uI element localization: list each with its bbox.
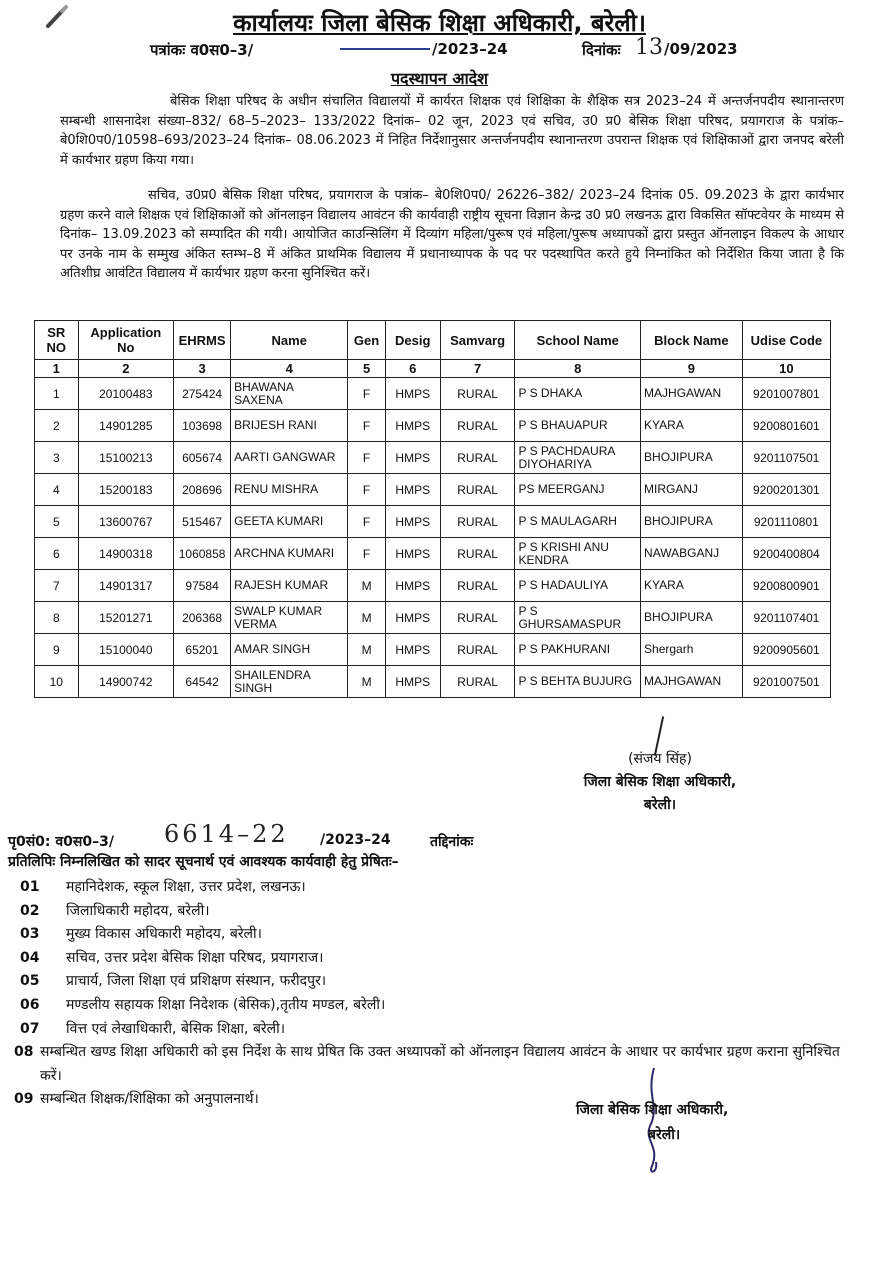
- list-item: [14, 994, 854, 1018]
- cell-application: 14901317: [78, 570, 173, 602]
- list-item-text: मुख्य विकास अधिकारी महोदय, बरेली।: [66, 926, 262, 943]
- cell-sr: 1: [35, 378, 79, 410]
- table-row: [35, 442, 831, 474]
- signature-block-1: [560, 748, 760, 817]
- list-item-text: मण्डलीय सहायक शिक्षा निदेशक (बेसिक),तृतीय मण्डल, बरेली।: [66, 996, 386, 1013]
- cell-name: AMAR SINGH: [231, 634, 348, 666]
- cell-block: KYARA: [641, 410, 743, 442]
- cell-sr: 8: [35, 602, 79, 634]
- cell-sr: 7: [35, 570, 79, 602]
- cell-name: RENU MISHRA: [231, 474, 348, 506]
- copy-ref-date: तद्दिनांकः: [430, 834, 474, 850]
- cell-block: MIRGANJ: [641, 474, 743, 506]
- date-label: दिनांकः: [582, 41, 621, 59]
- copy-ref-year: /2023–24: [320, 832, 391, 848]
- cell-school: P S BHAUAPUR: [515, 410, 641, 442]
- cell-gen: F: [348, 474, 385, 506]
- cell-application: 15100040: [78, 634, 173, 666]
- cell-application: 15201271: [78, 602, 173, 634]
- cell-ehrms: 206368: [174, 602, 231, 634]
- list-item-number: 07: [20, 1020, 40, 1037]
- office-title: कार्यालयः जिला बेसिक शिक्षा अधिकारी, बरेली।: [233, 9, 646, 37]
- list-item-number: 03: [20, 926, 40, 943]
- list-item-number: 09: [14, 1091, 34, 1108]
- header-name: Name: [231, 321, 348, 360]
- cell-gen: M: [348, 602, 385, 634]
- table-row: [35, 570, 831, 602]
- copy-ref-prefix: पृ0सं0: व0स0–3/: [8, 834, 114, 850]
- cell-name: GEETA KUMARI: [231, 506, 348, 538]
- cell-samvarg: RURAL: [440, 474, 515, 506]
- cell-samvarg: RURAL: [440, 410, 515, 442]
- cell-desig: HMPS: [385, 474, 440, 506]
- cell-application: 14901285: [78, 410, 173, 442]
- col-number: 10: [742, 360, 830, 378]
- cell-gen: F: [348, 538, 385, 570]
- cell-gen: M: [348, 570, 385, 602]
- cell-school: P S MAULAGARH: [515, 506, 641, 538]
- cell-application: 14900742: [78, 666, 173, 698]
- table-header-row: [35, 321, 831, 360]
- cell-samvarg: RURAL: [440, 442, 515, 474]
- cell-samvarg: RURAL: [440, 666, 515, 698]
- col-number: 8: [515, 360, 641, 378]
- cell-ehrms: 605674: [174, 442, 231, 474]
- cell-application: 15100213: [78, 442, 173, 474]
- cell-sr: 6: [35, 538, 79, 570]
- cell-udise: 9200905601: [742, 634, 830, 666]
- cell-block: BHOJIPURA: [641, 506, 743, 538]
- body-paragraph-1: बेसिक शिक्षा परिषद के अधीन संचालित विद्यालयों में कार्यरत शिक्षक एवं शिक्षिका के शैक्षिक सत्र 2023–24 में अन्तर्जनपदीय स्थानान्तरण सम्बन्धी शासनादेश संख्या–832/ 68–5–2023– 133/2022 दिनांक– 02 जून, 2023 एवं सचिव, उ0 प्र0 बेसिक शिक्षा परिषद, प्रयागराज के पत्रांक– बे0शि0प0/10598–693/2023–24 दिनांक– 08.06.2023 में निहित निर्देशानुसार अन्तर्जनपदीय स्थानान्तरण उपरान्त शिक्षक एवं शिक्षिकाओं द्वारा जनपद बरेली में कार्यभार ग्रहण किया गया।: [60, 94, 844, 168]
- list-item: [14, 876, 854, 900]
- body-paragraph-2: सचिव, उ0प्र0 बेसिक शिक्षा परिषद, प्रयागराज के पत्रांक– बे0शि0प0/ 26226–382/ 2023–24 दिनांक 05. 09.2023 के द्वारा कार्यभार ग्रहण करने वाले शिक्षक एवं शिक्षिकाओं को ऑनलाइन विद्यालय आवंटन की कार्यवाही राष्ट्रीय सूचना विज्ञान केन्द्र उ0 प्र0 लखनऊ द्वारा विकसित सॉफ्टवेयर के माध्यम से दिनांक– 13.09.2023 को सम्पादित की गयी। आयोजित काउन्सिलिंग में दिव्यांग महिला/पुरूष एवं महिला/पुरूष अध्यापकों द्वारा प्रस्तुत ऑनलाइन विकल्प के आधार पर उनके नाम के सम्मुख अंकित स्तम्भ–8 में अंकित प्राथमिक विद्यालय में प्रधानाध्यापक के पद पर पदस्थापित करते हुये निम्नांकित को निर्देशित किया जाता है कि अतिशीघ्र आवंटित विद्यालय में कार्यभार ग्रहण करना सुनिश्चित करें।: [60, 188, 844, 281]
- date-rest: /09/2023: [664, 40, 738, 58]
- order-title: पदस्थापन आदेश: [390, 69, 489, 88]
- cell-samvarg: RURAL: [440, 538, 515, 570]
- cell-gen: M: [348, 666, 385, 698]
- table-body: [35, 378, 831, 698]
- col-number: 9: [641, 360, 743, 378]
- cell-school: P S PAKHURANI: [515, 634, 641, 666]
- list-item-text: सम्बन्धित खण्ड शिक्षा अधिकारी को इस निर्देश के साथ प्रेषित कि उक्त अध्यापकों को ऑनलाइन विद्यालय आवंटन के आधार पर कार्यभार ग्रहण कराना सुनिश्चित करें।: [40, 1044, 840, 1084]
- cell-application: 15200183: [78, 474, 173, 506]
- cell-udise: 9200800901: [742, 570, 830, 602]
- list-item-number: 08: [14, 1044, 34, 1061]
- cell-school: PS MEERGANJ: [515, 474, 641, 506]
- cell-ehrms: 97584: [174, 570, 231, 602]
- list-item-number: 01: [20, 879, 40, 895]
- table-row: [35, 506, 831, 538]
- cell-name: SHAILENDRA SINGH: [231, 666, 348, 698]
- list-item: [14, 1041, 854, 1088]
- list-item-number: 02: [20, 902, 40, 919]
- table-row: [35, 666, 831, 698]
- copy-ref-handwritten: 6614–22: [164, 820, 289, 848]
- header-samvarg: Samvarg: [440, 321, 515, 360]
- cell-sr: 5: [35, 506, 79, 538]
- officer-place-2: बरेली।: [648, 1127, 681, 1143]
- ref-handwritten-dash: [340, 48, 430, 50]
- cell-name: ARCHNA KUMARI: [231, 538, 348, 570]
- cell-udise: 9201007501: [742, 666, 830, 698]
- cell-desig: HMPS: [385, 506, 440, 538]
- cell-desig: HMPS: [385, 570, 440, 602]
- cell-ehrms: 208696: [174, 474, 231, 506]
- cell-block: BHOJIPURA: [641, 442, 743, 474]
- cell-application: 14900318: [78, 538, 173, 570]
- ref-year: /2023–24: [432, 40, 508, 58]
- reference-line: [150, 35, 770, 62]
- cell-desig: HMPS: [385, 410, 440, 442]
- list-item: [14, 923, 854, 947]
- list-item-text: वित्त एवं लेखाधिकारी, बेसिक शिक्षा, बरेली।: [66, 1020, 286, 1037]
- list-item: [14, 947, 854, 971]
- officer-designation: जिला बेसिक शिक्षा अधिकारी,: [583, 774, 737, 790]
- list-item-text: जिलाधिकारी महोदय, बरेली।: [66, 902, 210, 919]
- cell-gen: F: [348, 378, 385, 410]
- cell-sr: 10: [35, 666, 79, 698]
- cell-desig: HMPS: [385, 634, 440, 666]
- cell-gen: F: [348, 442, 385, 474]
- col-number: 6: [385, 360, 440, 378]
- signature-block-2: [576, 1098, 776, 1148]
- col-number: 1: [35, 360, 79, 378]
- cell-school: P S DHAKA: [515, 378, 641, 410]
- list-item-text: सम्बन्धित शिक्षक/शिक्षिका को अनुपालनार्थ।: [40, 1091, 259, 1108]
- date-day-handwritten: 13: [635, 35, 663, 60]
- list-item-number: 05: [20, 973, 40, 990]
- cell-school: P S BEHTA BUJURG: [515, 666, 641, 698]
- cell-school: P S HADAULIYA: [515, 570, 641, 602]
- cell-samvarg: RURAL: [440, 570, 515, 602]
- cell-udise: 9200400804: [742, 538, 830, 570]
- cell-sr: 9: [35, 634, 79, 666]
- cell-udise: 9201107501: [742, 442, 830, 474]
- cell-block: KYARA: [641, 570, 743, 602]
- header-block: Block Name: [641, 321, 743, 360]
- cell-desig: HMPS: [385, 442, 440, 474]
- copy-heading: प्रतिलिपिः निम्नलिखित को सादर सूचनार्थ एवं आवश्यक कार्यवाही हेतु प्रेषितः–: [8, 854, 399, 870]
- cell-desig: HMPS: [385, 378, 440, 410]
- cell-ehrms: 1060858: [174, 538, 231, 570]
- cell-name: RAJESH KUMAR: [231, 570, 348, 602]
- cell-desig: HMPS: [385, 602, 440, 634]
- cell-school: P S GHURSAMASPUR: [515, 602, 641, 634]
- cell-block: BHOJIPURA: [641, 602, 743, 634]
- ref-prefix: पत्रांकः व0स0–3/: [150, 41, 254, 59]
- list-item: [14, 900, 854, 924]
- cell-block: Shergarh: [641, 634, 743, 666]
- officer-designation-2: जिला बेसिक शिक्षा अधिकारी,: [576, 1102, 729, 1118]
- cell-udise: 9201110801: [742, 506, 830, 538]
- list-item: [14, 1018, 854, 1042]
- header-application: Application No: [78, 321, 173, 360]
- table-row: [35, 378, 831, 410]
- cell-ehrms: 64542: [174, 666, 231, 698]
- cell-application: 20100483: [78, 378, 173, 410]
- cell-desig: HMPS: [385, 538, 440, 570]
- cell-udise: 9200201301: [742, 474, 830, 506]
- column-number-row: [35, 360, 831, 378]
- list-item-text: महानिदेशक, स्कूल शिक्षा, उत्तर प्रदेश, लखनऊ।: [66, 879, 306, 895]
- table-row: [35, 410, 831, 442]
- cell-ehrms: 515467: [174, 506, 231, 538]
- header-school: School Name: [515, 321, 641, 360]
- cell-ehrms: 65201: [174, 634, 231, 666]
- cell-desig: HMPS: [385, 666, 440, 698]
- list-item-text: सचिव, उत्तर प्रदेश बेसिक शिक्षा परिषद, प्रयागराज।: [66, 949, 324, 966]
- col-number: 2: [78, 360, 173, 378]
- cell-school: P S KRISHI ANU KENDRA: [515, 538, 641, 570]
- cell-school: P S PACHDAURA DIYOHARIYA: [515, 442, 641, 474]
- cell-samvarg: RURAL: [440, 378, 515, 410]
- posting-table: [34, 320, 831, 698]
- header-sr: SR NO: [35, 321, 79, 360]
- col-number: 5: [348, 360, 385, 378]
- col-number: 4: [231, 360, 348, 378]
- col-number: 7: [440, 360, 515, 378]
- cell-gen: F: [348, 506, 385, 538]
- table-row: [35, 538, 831, 570]
- col-number: 3: [174, 360, 231, 378]
- cell-name: BHAWANA SAXENA: [231, 378, 348, 410]
- cell-samvarg: RURAL: [440, 506, 515, 538]
- table-row: [35, 634, 831, 666]
- cell-gen: M: [348, 634, 385, 666]
- list-item-number: 04: [20, 949, 40, 966]
- header-gen: Gen: [348, 321, 385, 360]
- cell-samvarg: RURAL: [440, 634, 515, 666]
- cell-block: NAWABGANJ: [641, 538, 743, 570]
- cell-udise: 9200801601: [742, 410, 830, 442]
- cell-samvarg: RURAL: [440, 602, 515, 634]
- cell-block: MAJHGAWAN: [641, 666, 743, 698]
- cell-sr: 3: [35, 442, 79, 474]
- cell-block: MAJHGAWAN: [641, 378, 743, 410]
- cell-name: BRIJESH RANI: [231, 410, 348, 442]
- cell-ehrms: 103698: [174, 410, 231, 442]
- cell-sr: 2: [35, 410, 79, 442]
- cell-name: SWALP KUMAR VERMA: [231, 602, 348, 634]
- table-row: [35, 602, 831, 634]
- header-udise: Udise Code: [742, 321, 830, 360]
- officer-place: बरेली।: [643, 797, 677, 813]
- list-item: [14, 970, 854, 994]
- cell-udise: 9201107401: [742, 602, 830, 634]
- copy-recipient-list: [14, 876, 854, 1112]
- cell-name: AARTI GANGWAR: [231, 442, 348, 474]
- cell-application: 13600767: [78, 506, 173, 538]
- cell-gen: F: [348, 410, 385, 442]
- officer-name: (संजय सिंह): [628, 751, 692, 767]
- header-ehrms: EHRMS: [174, 321, 231, 360]
- cell-udise: 9201007801: [742, 378, 830, 410]
- cell-sr: 4: [35, 474, 79, 506]
- cell-ehrms: 275424: [174, 378, 231, 410]
- header-desig: Desig: [385, 321, 440, 360]
- list-item-number: 06: [20, 996, 40, 1013]
- list-item-text: प्राचार्य, जिला शिक्षा एवं प्रशिक्षण संस्थान, फरीदपुर।: [66, 973, 327, 990]
- table-row: [35, 474, 831, 506]
